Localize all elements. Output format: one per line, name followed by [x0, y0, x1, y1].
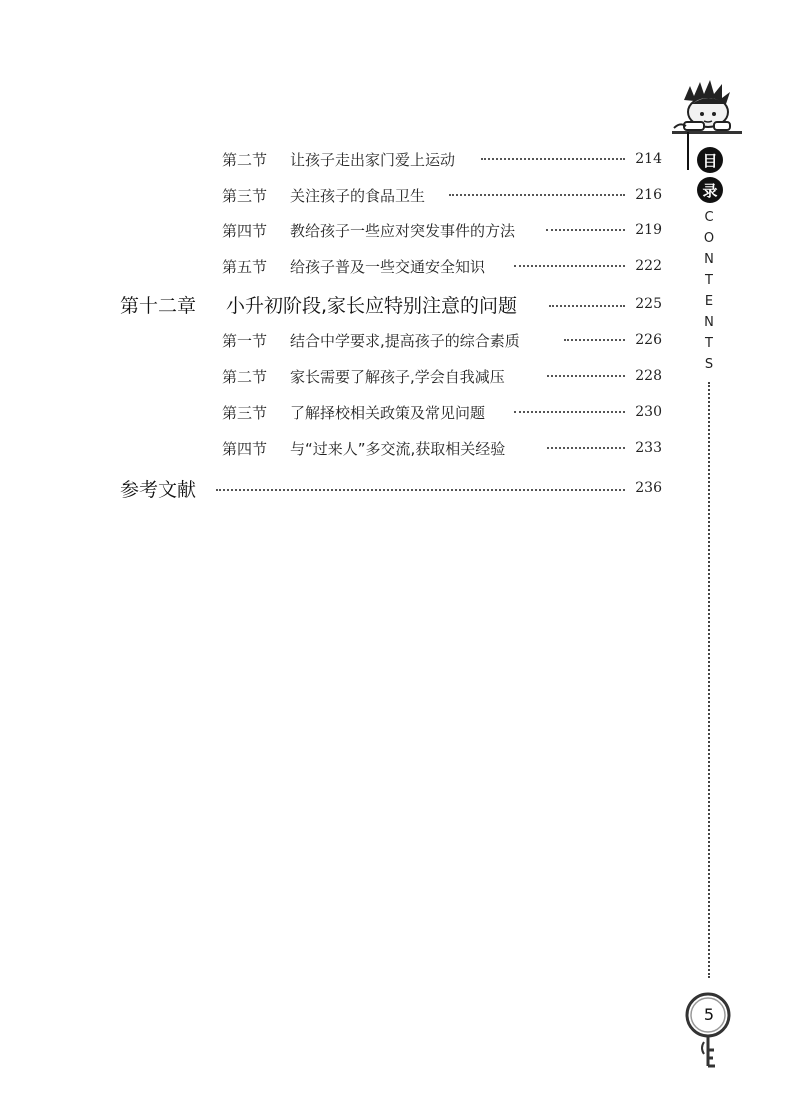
dot-leader: [549, 305, 625, 307]
contents-letter: N: [704, 252, 714, 267]
toc-entry-label: 第一节: [222, 331, 268, 350]
dot-leader: [514, 265, 625, 267]
contents-letter: C: [704, 210, 714, 225]
mu-badge: 目: [697, 147, 723, 173]
toc-entry-label: 第四节: [222, 221, 268, 240]
toc-chapter-label: 参考文献: [120, 478, 197, 501]
dot-leader: [481, 158, 625, 160]
toc-entry-label: 第二节: [222, 367, 268, 386]
contents-letter: E: [704, 294, 714, 309]
toc-entry-page: 216: [635, 187, 662, 203]
toc-entry-page: 214: [635, 151, 662, 167]
toc-entry-label: 第五节: [222, 257, 268, 276]
desk-line: [672, 131, 742, 134]
toc-entry-page: 236: [635, 480, 662, 496]
toc-chapter-label: 第十二章: [120, 294, 197, 317]
toc-entry-page: 225: [635, 296, 662, 312]
page-number-ring-icon: [684, 988, 734, 1078]
lu-badge: 录: [697, 177, 723, 203]
contents-letter: T: [705, 336, 713, 351]
dot-leader: [216, 489, 625, 491]
toc-entry-title: 给孩子普及一些交通安全知识: [290, 257, 486, 276]
dot-leader: [546, 229, 625, 231]
toc-entry-page: 233: [635, 440, 662, 456]
toc-entry-title: 了解择校相关政策及常见问题: [290, 403, 486, 422]
dot-leader: [547, 375, 625, 377]
page-number: 5: [703, 1005, 715, 1024]
toc-entry-title: 与“过来人”多交流,获取相关经验: [290, 439, 506, 458]
contents-letter: N: [704, 315, 714, 330]
toc-entry-title: 关注孩子的食品卫生: [290, 186, 426, 205]
toc-entry-page: 219: [635, 222, 662, 238]
toc-entry-label: 第二节: [222, 150, 268, 169]
toc-chapter-title: 小升初阶段,家长应特别注意的问题: [226, 294, 518, 317]
dot-leader: [547, 447, 625, 449]
toc-entry-page: 228: [635, 368, 662, 384]
dot-leader: [449, 194, 625, 196]
kid-reading-illustration: [670, 78, 750, 138]
sidebar-vertical-bar: [687, 132, 689, 170]
contents-letter: T: [705, 273, 713, 288]
dot-leader: [564, 339, 625, 341]
contents-letter: O: [703, 231, 715, 246]
toc-entry-title: 让孩子走出家门爱上运动: [290, 150, 456, 169]
sidebar-dotted-line: [708, 382, 710, 978]
toc-entry-page: 226: [635, 332, 662, 348]
contents-letter: S: [704, 357, 714, 372]
dot-leader: [514, 411, 625, 413]
toc-entry-page: 230: [635, 404, 662, 420]
toc-entry-label: 第四节: [222, 439, 268, 458]
toc-entry-title: 家长需要了解孩子,学会自我减压: [290, 367, 505, 386]
toc-entry-label: 第三节: [222, 403, 268, 422]
toc-entry-label: 第三节: [222, 186, 268, 205]
toc-entry-title: 结合中学要求,提高孩子的综合素质: [290, 331, 520, 350]
toc-entry-title: 教给孩子一些应对突发事件的方法: [290, 221, 516, 240]
toc-entry-page: 222: [635, 258, 662, 274]
